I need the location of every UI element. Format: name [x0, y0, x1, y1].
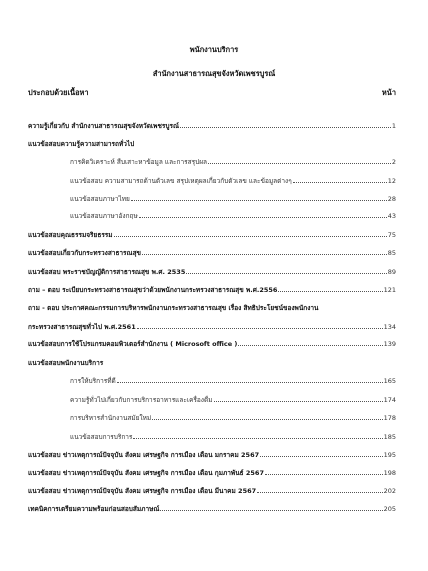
toc-entry[interactable]	[70, 158, 396, 166]
toc-entry-title: ถาม – ตอบ ระเบียบกระทรวงสาธารณสุขว่าด้วยพนักงานกระทรวงสาธารณสุข พ.ศ.2556	[28, 286, 278, 294]
toc-entry-title: กระทรวงสาธารณสุขทั่วไป พ.ศ.2561	[28, 323, 136, 331]
toc-entry-title-line1: ถาม - ตอบ ประกาศคณะกรรมการบริหารพนักงานกระทรวงสาธารณสุข เรื่อง สิทธิประโยชน์ของพนักงาน	[28, 304, 319, 312]
toc-entry[interactable]	[28, 231, 396, 239]
toc-entry[interactable]	[28, 249, 396, 257]
dot-leader	[265, 474, 383, 475]
dot-leader	[142, 254, 387, 255]
dot-leader	[139, 217, 387, 218]
toc-entry-title: การคิดวิเคราะห์ สืบเสาะหาข้อมูล และการสรุปผล	[70, 158, 208, 166]
toc-entry-page: 174	[383, 396, 396, 404]
dot-leader	[131, 200, 387, 201]
toc-entry-page: 205	[383, 505, 396, 513]
toc-entry[interactable]	[28, 340, 396, 348]
toc-entry-page: 202	[383, 487, 396, 495]
contents-label: ประกอบด้วยเนื้อหา	[28, 88, 89, 97]
toc-entry-title: แนวข้อสอบภาษาอังกฤษ	[70, 212, 138, 220]
toc-entry-title: แนวข้อสอบภาษาไทย	[70, 195, 130, 203]
dot-leader	[293, 182, 387, 183]
toc-entry-title: แนวข้อสอบคุณธรรมจริยธรรม	[28, 231, 113, 239]
toc-entry-title: การให้บริการที่ดี	[70, 377, 116, 385]
toc-entry-page: 121	[383, 286, 396, 294]
dot-leader	[114, 236, 387, 237]
toc-entry-page: 1	[391, 122, 396, 130]
toc-entry[interactable]	[28, 487, 396, 495]
toc-entry[interactable]	[70, 177, 396, 185]
toc-entry-title: แนวข้อสอบ ข่าวเหตุการณ์ปัจจุบัน สังคม เศรษฐกิจ การเมือง เดือน มกราคม 2567	[28, 451, 260, 459]
dot-leader	[238, 345, 382, 346]
toc-entry-page: 2	[391, 158, 396, 166]
document-subtitle: สำนักงานสาธารณสุขจังหวัดเพชรบูรณ์	[152, 69, 276, 78]
dot-leader	[257, 492, 382, 493]
toc-entry-title: แนวข้อสอบการใช้โปรแกรมคอมพิวเตอร์สำนักงาน ( Microsoft office )	[28, 340, 238, 348]
toc-entry-title: แนวข้อสอบเกี่ยวกับกระทรวงสาธารณสุข	[28, 249, 141, 257]
toc-entry-title: การบริหารสำนักงานสมัยใหม่	[70, 414, 152, 422]
toc-entry-page: 178	[383, 414, 396, 422]
toc-entry[interactable]	[28, 451, 396, 459]
toc-entry[interactable]	[70, 212, 396, 220]
toc-entry-title: แนวข้อสอบ พระราชบัญญัติการสาธารณสุข พ.ศ. 2535	[28, 268, 186, 276]
toc-entry-page: 139	[383, 340, 396, 348]
toc-entry-title: ความรู้เกี่ยวกับ สำนักงานสาธารณสุขจังหวัดเพชรบูรณ์	[28, 122, 179, 130]
toc-entry-title: แนวข้อสอบการบริการ	[70, 433, 133, 441]
toc-entry-title: แนวข้อสอบ ข่าวเหตุการณ์ปัจจุบัน สังคม เศรษฐกิจ การเมือง เดือน กุมภาพันธ์ 2567	[28, 469, 264, 477]
toc-entry[interactable]	[28, 323, 396, 331]
toc-entry[interactable]	[28, 122, 396, 130]
dot-leader	[180, 127, 391, 128]
toc-entry[interactable]	[28, 268, 396, 276]
toc-entry-title: ความรู้ทั่วไปเกี่ยวกับการบริการอาหารและเครื่องดื่ม	[70, 396, 213, 404]
toc-entry[interactable]	[28, 469, 396, 477]
toc-entry-title: แนวข้อสอบ ข่าวเหตุการณ์ปัจจุบัน สังคม เศรษฐกิจ การเมือง เดือน มีนาคม 2567	[28, 487, 257, 495]
section-heading-service: แนวข้อสอบพนักงานบริการ	[28, 359, 104, 367]
toc-entry-page: 28	[387, 195, 396, 203]
toc-entry-page: 12	[387, 177, 396, 185]
dot-leader	[208, 163, 391, 164]
document-title: พนักงานบริการ	[189, 45, 239, 54]
dot-leader	[137, 328, 383, 329]
toc-entry-title: แนวข้อสอบ ความสามารถด้านตัวเลข สรุปเหตุผลเกี่ยวกับตัวเลข และข้อมูลต่างๆ	[70, 177, 292, 185]
dot-leader	[278, 291, 382, 292]
toc-entry-page: 75	[387, 231, 396, 239]
toc-entry-page: 195	[383, 451, 396, 459]
toc-entry[interactable]	[70, 377, 396, 385]
page-column-label: หน้า	[381, 88, 396, 97]
dot-leader	[186, 273, 386, 274]
toc-entry-title: เทคนิคการเตรียมความพร้อมก่อนสอบสัมภาษณ์	[28, 505, 160, 513]
toc-entry-page: 134	[383, 323, 396, 331]
dot-leader	[160, 510, 382, 511]
dot-leader	[133, 438, 382, 439]
toc-entry[interactable]	[28, 505, 396, 513]
toc-entry[interactable]	[28, 286, 396, 294]
dot-leader	[117, 382, 383, 383]
toc-entry-page: 89	[387, 268, 396, 276]
toc-entry[interactable]	[70, 433, 396, 441]
section-heading-ability: แนวข้อสอบความรู้ความสามารถทั่วไป	[28, 140, 135, 148]
toc-entry-page: 165	[383, 377, 396, 385]
toc-entry-page: 198	[383, 469, 396, 477]
dot-leader	[152, 419, 382, 420]
toc-entry-page: 185	[383, 433, 396, 441]
toc-entry-page: 43	[387, 212, 396, 220]
dot-leader	[260, 456, 382, 457]
toc-entry[interactable]	[70, 414, 396, 422]
dot-leader	[214, 401, 383, 402]
toc-entry[interactable]	[70, 195, 396, 203]
toc-entry-page: 85	[387, 249, 396, 257]
toc-entry[interactable]	[70, 396, 396, 404]
